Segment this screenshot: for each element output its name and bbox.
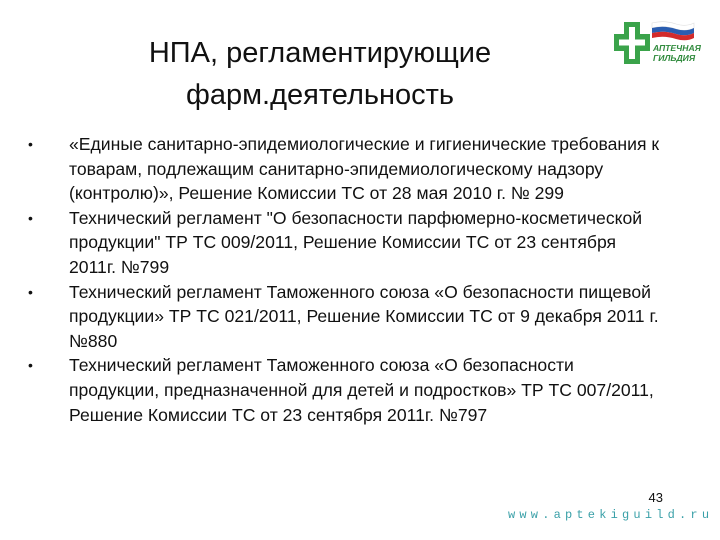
bullet-dot: •: [28, 283, 33, 300]
bullet-item: [26, 132, 666, 206]
aptechnaya-gildiya-logo: [614, 20, 701, 66]
bullet-text: Технический регламент "О безопасности парфюмерно-косметической продукции" ТР ТС 009/2011, Решение Комиссии ТС от 23 сентября 2011г. №799: [69, 207, 643, 277]
bullet-dot: •: [28, 209, 33, 226]
logo-graphic: [614, 20, 701, 66]
page-number: 43: [648, 490, 663, 505]
website-url: www.aptekiguild.ru: [508, 508, 714, 522]
bullet-dot: •: [28, 136, 33, 152]
bullet-list: [26, 132, 666, 427]
logo-flag: [652, 22, 694, 41]
logo-text-line-1: АПТЕЧНАЯ: [653, 43, 701, 53]
logo-cross-inner-horizontal: [619, 40, 645, 46]
bullet-text: Технический регламент Таможенного союза «О безопасности пищевой продукции» ТР ТС 021/2011, Решение Комиссии ТС от 9 декабря 2011 г. №880: [69, 281, 659, 351]
bullet-item: [26, 353, 666, 427]
title-line-2: фарм.деятельность: [185, 79, 455, 111]
bullet-dot: •: [28, 357, 33, 374]
bullet-item: [26, 280, 666, 354]
logo-text-line-2: ГИЛЬДИЯ: [653, 53, 696, 63]
bullet-text: «Единые санитарно-эпидемиологические и гигиенические требования к товарам, подлежащим санитарно-эпидемиологическому надзору (контролю)», Решение Комиссии ТС от 28 мая 2010 г. № 299: [69, 134, 660, 204]
bullet-text: Технический регламент Таможенного союза «О безопасности продукции, предназначенной для детей и подростков» ТР ТС 007/2011, Решение Комиссии ТС от 23 сентября 2011г. №797: [69, 355, 654, 425]
title-line-1: НПА, регламентирующие: [148, 37, 492, 69]
bullet-item: [26, 206, 666, 280]
slide-title: [100, 32, 540, 116]
